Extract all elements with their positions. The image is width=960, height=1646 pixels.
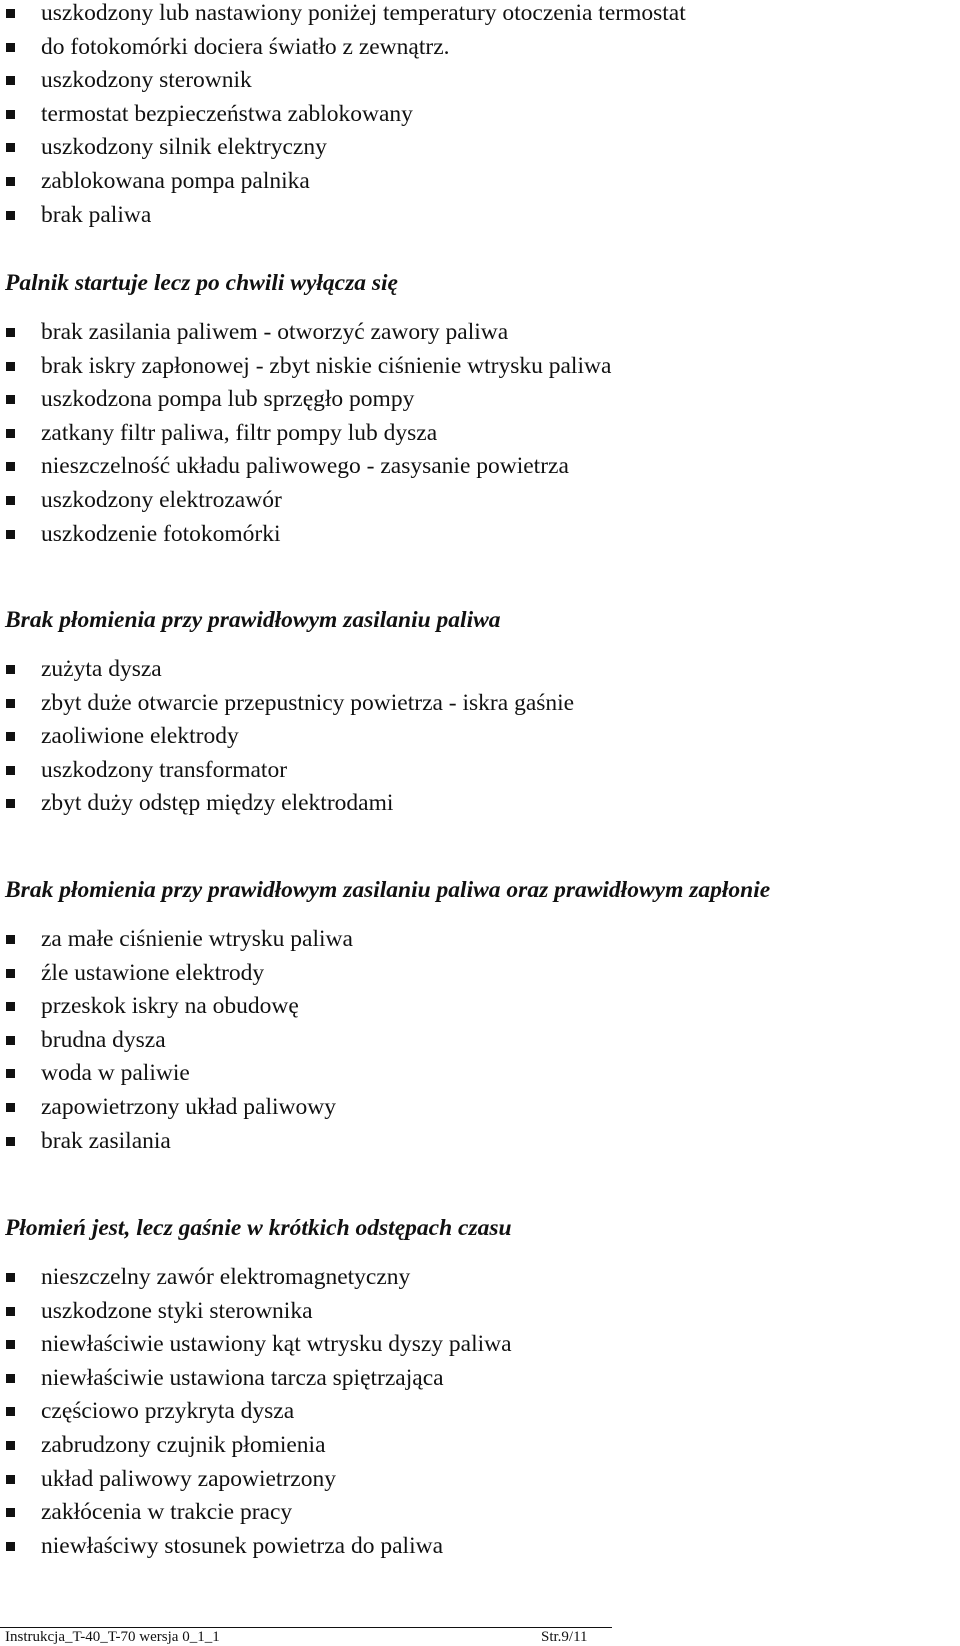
bullet-list	[0, 1261, 960, 1563]
list-item	[0, 316, 960, 350]
list-item-text: niewłaściwie ustawiona tarcza spiętrzająca	[41, 1364, 444, 1391]
square-bullet-icon	[6, 1542, 15, 1551]
list-item-text: uszkodzony sterownik	[41, 67, 252, 94]
list-item-text: przeskok iskry na obudowę	[41, 993, 299, 1020]
section-0	[0, 0, 960, 232]
list-item	[0, 957, 960, 991]
list-item-text: uszkodzone styki sterownika	[41, 1297, 313, 1324]
square-bullet-icon	[6, 177, 15, 186]
square-bullet-icon	[6, 1069, 15, 1078]
list-item	[0, 1463, 960, 1497]
square-bullet-icon	[6, 665, 15, 674]
list-item-text: źle ustawione elektrody	[41, 959, 265, 986]
square-bullet-icon	[6, 1036, 15, 1045]
section-heading: Brak płomienia przy prawidłowym zasilaniu paliwa	[5, 607, 501, 633]
square-bullet-icon	[6, 1340, 15, 1349]
list-item-text: zużyta dysza	[41, 656, 162, 682]
list-item	[0, 787, 960, 821]
list-item-text: zablokowana pompa palnika	[41, 167, 310, 194]
list-item	[0, 383, 960, 417]
square-bullet-icon	[6, 9, 15, 18]
list-item-text: uszkodzony elektrozawór	[41, 486, 282, 513]
section-heading: Płomień jest, lecz gaśnie w krótkich odstępach czasu	[5, 1215, 512, 1241]
square-bullet-icon	[6, 395, 15, 404]
square-bullet-icon	[6, 1508, 15, 1517]
list-item-text: uszkodzona pompa lub sprzęgło pompy	[41, 386, 415, 413]
list-item-text: termostat bezpieczeństwa zablokowany	[41, 100, 413, 127]
list-item	[0, 687, 960, 721]
list-item	[0, 484, 960, 518]
list-item	[0, 1057, 960, 1091]
list-item	[0, 450, 960, 484]
footer-page-number: Str.9/11	[541, 1629, 588, 1645]
square-bullet-icon	[6, 699, 15, 708]
square-bullet-icon	[6, 1103, 15, 1112]
list-item	[0, 199, 960, 233]
footer-document-name: Instrukcja_T-40_T-70 wersja 0_1_1	[5, 1629, 220, 1645]
list-item-text: układ paliwowy zapowietrzony	[41, 1465, 336, 1492]
square-bullet-icon	[6, 429, 15, 438]
list-item	[0, 1362, 960, 1396]
list-item-text: uszkodzenie fotokomórki	[41, 520, 281, 547]
square-bullet-icon	[6, 1441, 15, 1450]
square-bullet-icon	[6, 969, 15, 978]
list-item	[0, 1125, 960, 1159]
list-item-text: brak paliwa	[41, 201, 152, 228]
square-bullet-icon	[6, 496, 15, 505]
list-item	[0, 923, 960, 957]
list-item	[0, 754, 960, 788]
section-1	[0, 316, 960, 551]
bullet-list	[0, 316, 960, 551]
list-item-text: nieszczelny zawór elektromagnetyczny	[41, 1264, 411, 1290]
list-item-text: uszkodzony transformator	[41, 756, 288, 783]
list-item-text: zatkany filtr paliwa, filtr pompy lub dysza	[41, 419, 438, 446]
list-item	[0, 64, 960, 98]
section-heading: Palnik startuje lecz po chwili wyłącza się	[5, 270, 398, 296]
square-bullet-icon	[6, 1475, 15, 1484]
square-bullet-icon	[6, 1374, 15, 1383]
square-bullet-icon	[6, 1002, 15, 1011]
list-item-text: za małe ciśnienie wtrysku paliwa	[41, 926, 353, 952]
bullet-list	[0, 923, 960, 1158]
list-item-text: niewłaściwie ustawiony kąt wtrysku dyszy paliwa	[41, 1331, 512, 1358]
square-bullet-icon	[6, 110, 15, 119]
section-heading: Brak płomienia przy prawidłowym zasilaniu paliwa oraz prawidłowym zapłonie	[5, 877, 771, 903]
list-item	[0, 31, 960, 65]
square-bullet-icon	[6, 328, 15, 337]
list-item	[0, 131, 960, 165]
list-item	[0, 165, 960, 199]
list-item	[0, 1496, 960, 1530]
square-bullet-icon	[6, 43, 15, 52]
list-item	[0, 720, 960, 754]
list-item-text: częściowo przykryta dysza	[41, 1398, 295, 1425]
section-3	[0, 923, 960, 1158]
square-bullet-icon	[6, 766, 15, 775]
list-item	[0, 417, 960, 451]
list-item	[0, 1429, 960, 1463]
square-bullet-icon	[6, 76, 15, 85]
list-item-text: zaoliwione elektrody	[41, 723, 239, 750]
section-2	[0, 653, 960, 821]
square-bullet-icon	[6, 530, 15, 539]
list-item-text: do fotokomórki dociera światło z zewnątrz.	[41, 33, 450, 60]
square-bullet-icon	[6, 462, 15, 471]
list-item-text: uszkodzony lub nastawiony poniżej temperatury otoczenia termostat	[41, 0, 686, 26]
list-item-text: brak zasilania	[41, 1127, 171, 1154]
square-bullet-icon	[6, 211, 15, 220]
list-item-text: zbyt duży odstęp między elektrodami	[41, 790, 394, 817]
list-item	[0, 98, 960, 132]
list-item-text: brak zasilania paliwem - otworzyć zawory paliwa	[41, 319, 509, 345]
square-bullet-icon	[6, 1407, 15, 1416]
list-item-text: brudna dysza	[41, 1026, 166, 1053]
list-item	[0, 653, 960, 687]
list-item-text: zakłócenia w trakcie pracy	[41, 1499, 293, 1526]
list-item-text: zabrudzony czujnik płomienia	[41, 1431, 326, 1458]
bullet-list	[0, 0, 960, 232]
list-item	[0, 1530, 960, 1564]
square-bullet-icon	[6, 362, 15, 371]
square-bullet-icon	[6, 1137, 15, 1146]
list-item	[0, 350, 960, 384]
list-item-text: zapowietrzony układ paliwowy	[41, 1093, 336, 1120]
list-item	[0, 1395, 960, 1429]
list-item	[0, 1024, 960, 1058]
square-bullet-icon	[6, 935, 15, 944]
square-bullet-icon	[6, 143, 15, 152]
list-item-text: nieszczelność układu paliwowego - zasysanie powietrza	[41, 453, 569, 480]
list-item-text: uszkodzony silnik elektryczny	[41, 134, 327, 161]
list-item-text: brak iskry zapłonowej - zbyt niskie ciśnienie wtrysku paliwa	[41, 352, 612, 379]
list-item	[0, 990, 960, 1024]
square-bullet-icon	[6, 1307, 15, 1316]
list-item-text: niewłaściwy stosunek powietrza do paliwa	[41, 1532, 444, 1559]
square-bullet-icon	[6, 1273, 15, 1282]
bullet-list	[0, 653, 960, 821]
list-item-text: woda w paliwie	[41, 1060, 190, 1087]
square-bullet-icon	[6, 799, 15, 808]
square-bullet-icon	[6, 732, 15, 741]
list-item	[0, 0, 960, 31]
list-item	[0, 1328, 960, 1362]
list-item	[0, 1091, 960, 1125]
list-item-text: zbyt duże otwarcie przepustnicy powietrza - iskra gaśnie	[41, 689, 575, 716]
section-4	[0, 1261, 960, 1563]
list-item	[0, 1261, 960, 1295]
list-item	[0, 1295, 960, 1329]
list-item	[0, 518, 960, 552]
